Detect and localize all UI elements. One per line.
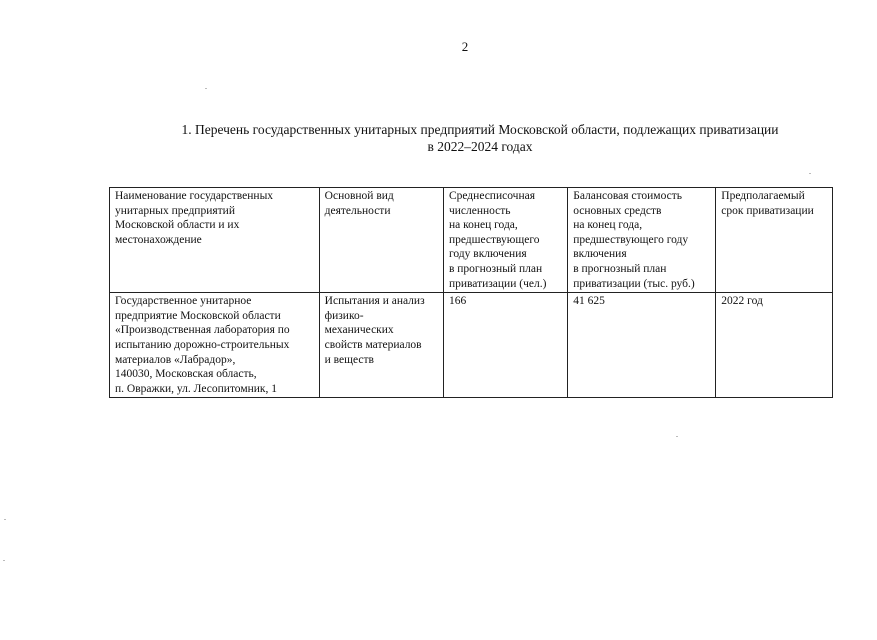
header-line: Основной вид [324,190,394,202]
header-line: включения [573,248,627,261]
header-line: в прогнозный план [573,262,667,275]
header-line: местонахождение [115,233,202,246]
header-line: на конец года, [448,219,518,232]
header-line: срок приватизации [721,204,814,217]
header-enterprise-name [110,188,320,293]
header-line: деятельности [324,204,391,217]
header-privatization-term [716,188,833,293]
document-title [150,121,810,155]
cell-headcount: 166 [443,293,567,398]
cell-activity [319,293,443,398]
cell-line: 140030, Московская область, [115,368,257,381]
scan-speck [676,436,678,437]
header-activity [319,188,443,293]
scan-speck [809,173,811,174]
scan-speck [4,519,6,520]
cell-line: Испытания и анализ [324,295,425,308]
cell-line: испытанию дорожно-строительных [115,338,290,351]
privatization-table [109,187,833,398]
cell-line: Государственное унитарное [115,295,252,308]
cell-line: «Производственная лаборатория по [115,324,290,337]
header-line: году включения [448,248,527,261]
header-line: Балансовая стоимость [573,190,682,202]
cell-line: свойств материалов [324,338,422,351]
table-row [110,293,833,398]
cell-line: предприятие Московской области [115,309,281,322]
cell-line: и веществ [324,353,374,366]
header-line: численность [448,204,511,217]
header-headcount [443,188,567,293]
scan-speck [205,88,207,89]
header-line: в прогнозный план [448,262,543,275]
title-line-2: в 2022–2024 годах [427,139,533,154]
cell-book-value: 41 625 [568,293,716,398]
header-line: унитарных предприятий [115,204,235,217]
header-line: приватизации (чел.) [448,277,547,290]
header-line: на конец года, [573,219,643,232]
header-line: предшествующего году [573,233,689,246]
header-line: предшествующего [448,233,540,246]
cell-privatization-term: 2022 год [716,293,833,398]
header-line: Среднесписочная [448,190,536,202]
page-number: 2 [461,39,469,54]
cell-line: физико- [324,309,364,322]
header-line: Наименование государственных [115,190,274,202]
cell-line: механических [324,324,394,337]
header-book-value [568,188,716,293]
title-line-1: 1. Перечень государственных унитарных предприятий Московской области, подлежащих приватизации [181,122,779,137]
scan-speck [3,560,5,561]
cell-line: п. Овражки, ул. Лесопитомник, 1 [115,382,278,395]
header-line: Московской области и их [115,219,240,232]
header-line: Предполагаемый [721,190,805,202]
header-line: приватизации (тыс. руб.) [573,277,695,290]
header-line: основных средств [573,204,662,217]
cell-line: материалов «Лабрадор», [115,353,236,366]
cell-enterprise-name [110,293,320,398]
table-header-row [110,188,833,293]
